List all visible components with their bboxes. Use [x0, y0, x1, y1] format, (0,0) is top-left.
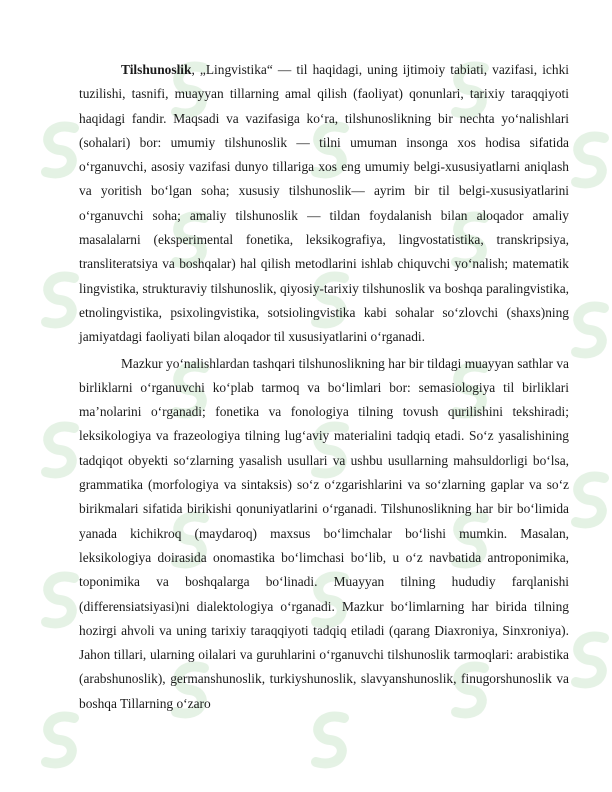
paragraph-1-text: , „Lingvistika“ — til haqidagi, uning ijtimoiy tabiati, vazifasi, ichki tuzilishi, tasnifi, muayyan tillarning amal qilish (faoliyat) qonunlari, tarixiy taraqqiyoti haqidagi fandir. Maqsadi va vazifasiga koʻra, tilshunoslikning bir nechta yoʻnalishlari (sohalari) bor: umumiy tilshunoslik — tilni umuman insonga xos hodisa sifatida oʻrganuvchi, asosiy vazifasi dunyo tillariga xos eng umumiy belgi-xususiyatlarni aniqlash va yoritish boʻlgan soha; xususiy tilshunoslik— ayrim bir til belgi-xususiyatlarini oʻrganuvchi soha; amaliy tilshunoslik — tildan foydalanish bilan aloqador amaliy masalalarni (eksperimental fonetika, leksikografiya, lingvostatistika, transkripsiya, transliteratsiya va boshqalar) hal qilish metodlarini ishlab chiquvchi yoʻnalish; matematik lingvistika, strukturaviy tilshunoslik, qiyosiy-tarixiy tilshunoslik va boshqa paralingvistika, etnolingvistika, psixolingvistika, sotsiolingvistika kabi sohalar soʻzlovchi (shaxs)ning jamiyatdagi faoliyati bilan aloqador til xususiyatlarini oʻrganadi.	[79, 62, 569, 345]
watermark-mark	[46, 277, 74, 324]
watermark-mark	[316, 717, 344, 764]
paragraph-1	[79, 58, 569, 350]
watermark-mark	[46, 717, 74, 764]
watermark-mark	[576, 637, 604, 684]
watermark-mark	[576, 137, 604, 184]
paragraph-2: Mazkur yoʻnalishlardan tashqari tilshunoslikning har bir tildagi muayyan sathlar va birliklarni oʻrganuvchi koʻplab tarmoq va boʻlimlari bor: semasiologiya til birliklari maʼnolarini oʻrganadi; fonetika va fonologiya tilning tovush qurilishini tekshiradi; leksikologiya va frazeologiya tilning lugʻaviy materialini tadqiq etadi. Soʻz yasalishining tadqiqot obyekti soʻzlarning yasalish usullari va ushbu usullarning mahsuldorligi boʻlsa, grammatika (morfologiya va sintaksis) soʻz oʻzgarishlarini va soʻzlarning gaplar va soʻz birikmalari sifatida birikishi qonuniyatlarini oʻrganadi. Tilshunoslikning har bir boʻlimida yanada kichikroq (maydaroq) maxsus boʻlimchalar boʻlishi mumkin. Masalan, leksikologiya doirasida onomastika boʻlimchasi boʻlib, u oʻz navbatida antroponimika, toponimika va boshqalarga boʻlinadi. Muayyan tilning hududiy farqlanishi (differensiatsiyasi)ni dialektologiya oʻrganadi. Mazkur boʻlimlarning har birida tilning hozirgi ahvoli va uning tarixiy taraqqiyoti tadqiq etiladi (qarang Diaxroniya, Sinxroniya). Jahon tillari, ularning oilalari va guruhlarini oʻrganuvchi tilshunoslik tarmoqlari: arabistika (arabshunoslik), germanshunoslik, turkiyshunoslik, slavyanshunoslik, finugorshunoslik va boshqa Tillarning oʻzaro	[79, 355, 569, 711]
watermark-mark	[576, 307, 604, 354]
watermark-mark	[576, 477, 604, 524]
watermark-mark	[46, 427, 74, 474]
watermark-mark	[46, 577, 74, 624]
term-heading: Tilshunoslik	[121, 62, 192, 77]
watermark-mark	[46, 127, 74, 174]
document-body	[79, 58, 569, 716]
